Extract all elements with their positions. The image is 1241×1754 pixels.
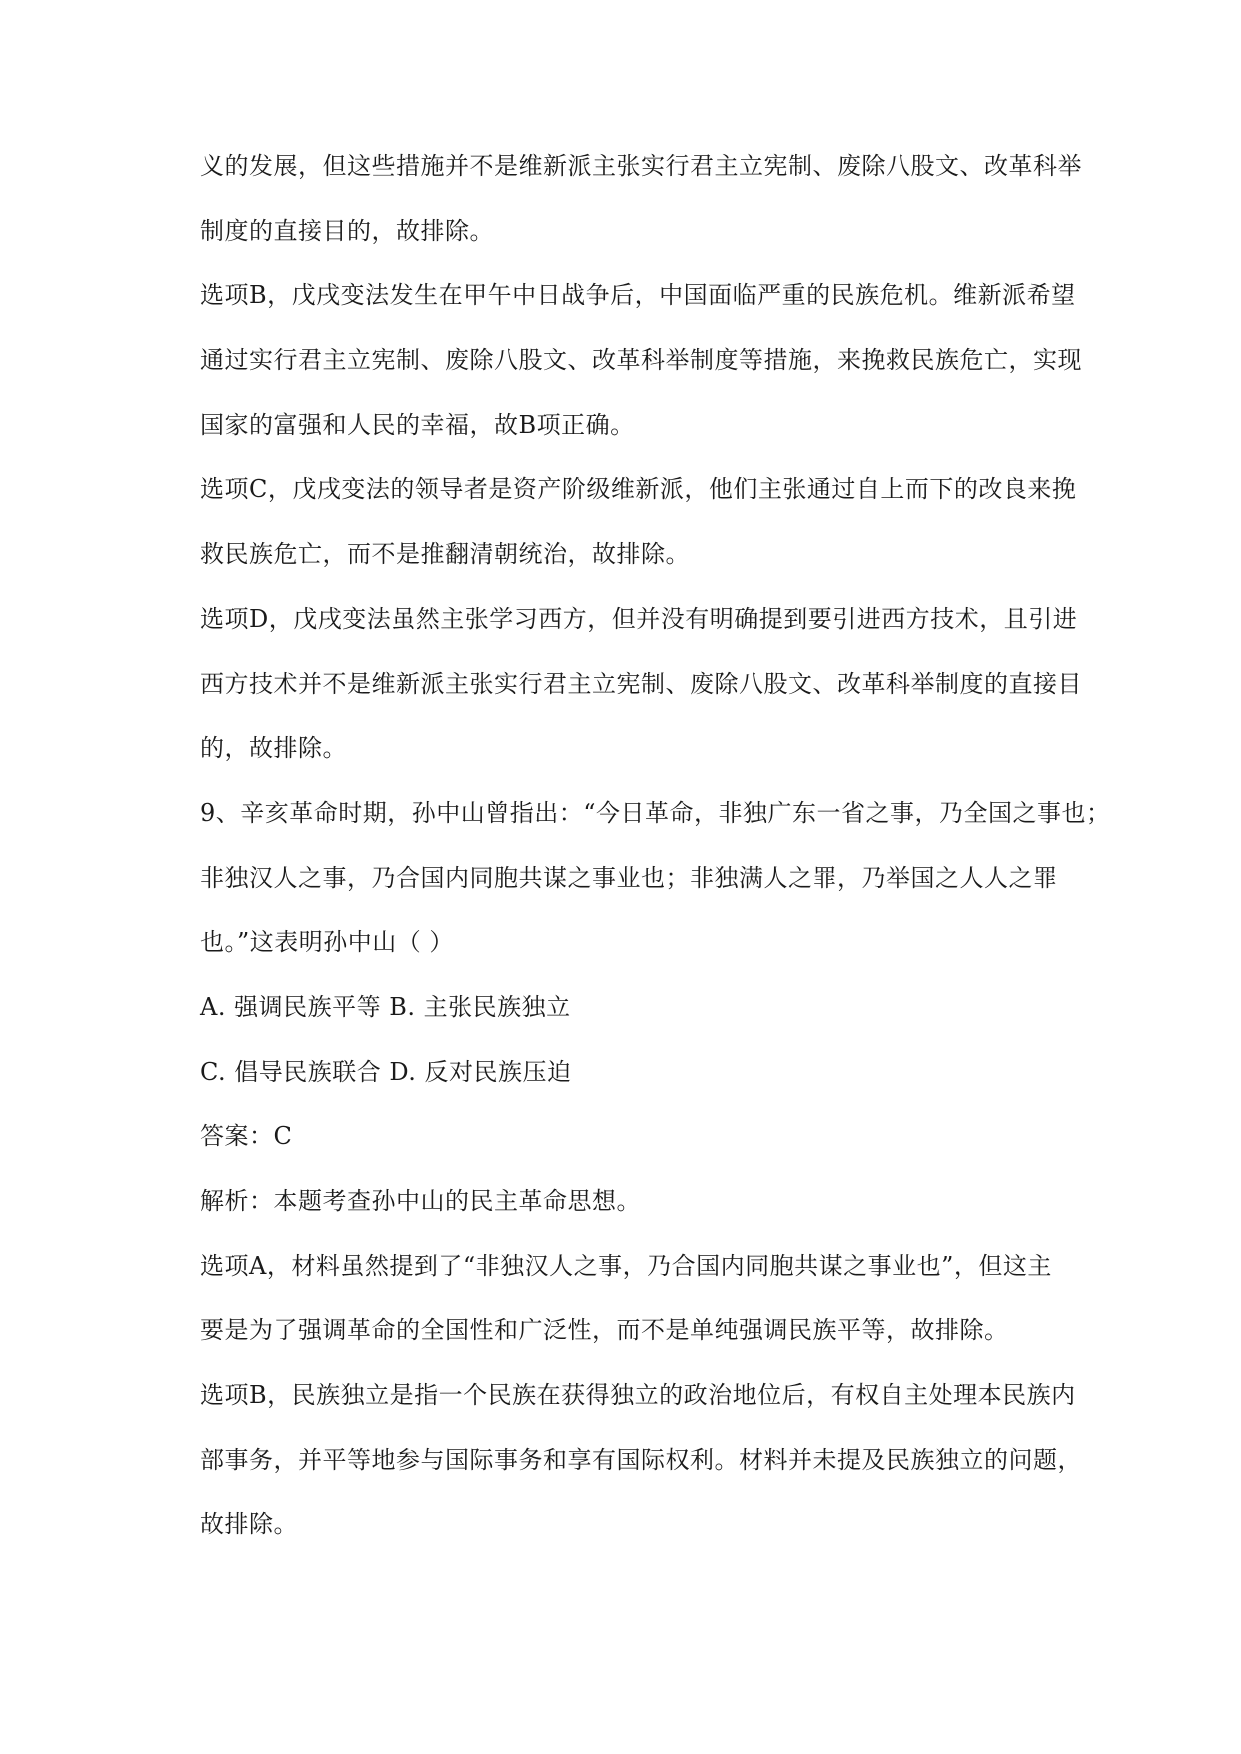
text-line: 选项D，戊戌变法虽然主张学习西方，但并没有明确提到要引进西方技术，且引进 [200, 604, 1078, 633]
text-line: 故排除。 [200, 1510, 298, 1539]
text-line: 通过实行君主立宪制、废除八股文、改革科举制度等措施，来挽救民族危亡，实现 [200, 346, 1082, 375]
text-line: 选项A，材料虽然提到了“非独汉人之事，乃合国内同胞共谋之事业也”，但这主 [200, 1251, 1052, 1280]
question-line: 也。”这表明孙中山（ ） [200, 928, 454, 957]
text-line: 要是为了强调革命的全国性和广泛性，而不是单纯强调民族平等，故排除。 [200, 1316, 1009, 1345]
text-line: 制度的直接目的，故排除。 [200, 216, 494, 245]
text-line: 救民族危亡，而不是推翻清朝统治，故排除。 [200, 540, 690, 569]
document-page [200, 134, 1110, 1557]
text-line: 部事务，并平等地参与国际事务和享有国际权利。材料并未提及民族独立的问题， [200, 1445, 1082, 1474]
text-line: 选项C，戊戌变法的领导者是资产阶级维新派，他们主张通过自上而下的改良来挽 [200, 475, 1077, 504]
text-line: 国家的富强和人民的幸福，故B项正确。 [200, 410, 635, 439]
analysis-line: 解析：本题考查孙中山的民主革命思想。 [200, 1187, 641, 1215]
option-line: C. 倡导民族联合 D. 反对民族压迫 [200, 1057, 572, 1086]
text-line: 选项B，民族独立是指一个民族在获得独立的政治地位后，有权自主处理本民族内 [200, 1381, 1076, 1410]
text-line: 的，故排除。 [200, 734, 347, 763]
option-line: A. 强调民族平等 B. 主张民族独立 [200, 992, 571, 1021]
answer-line: 答案：C [200, 1122, 293, 1151]
question-line: 非独汉人之事，乃合国内同胞共谋之事业也；非独满人之罪，乃举国之人人之罪 [200, 863, 1058, 892]
text-line: 西方技术并不是维新派主张实行君主立宪制、废除八股文、改革科举制度的直接目 [200, 669, 1082, 698]
text-line: 义的发展，但这些措施并不是维新派主张实行君主立宪制、废除八股文、改革科举 [200, 152, 1082, 180]
question-line: 9、辛亥革命时期，孙中山曾指出：“今日革命，非独广东一省之事，乃全国之事也； [200, 798, 1111, 827]
text-line: 选项B，戊戌变法发生在甲午中日战争后，中国面临严重的民族危机。维新派希望 [200, 281, 1076, 310]
